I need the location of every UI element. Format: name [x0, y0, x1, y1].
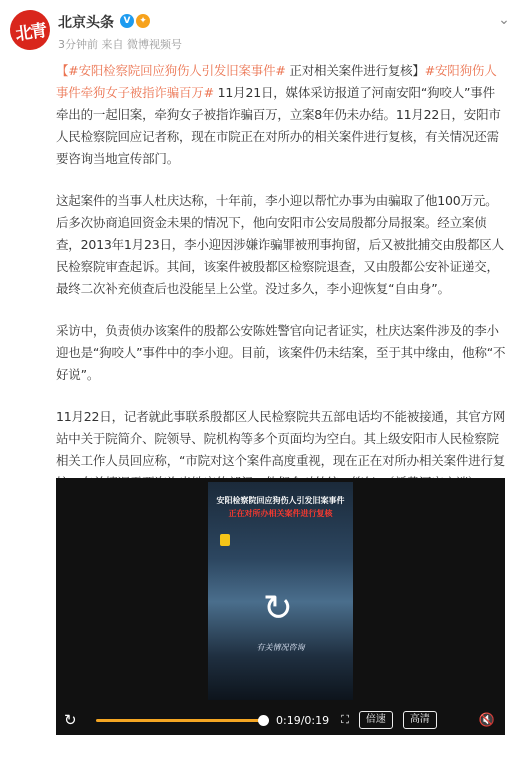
source-prefix: 来自	[101, 38, 124, 51]
avatar[interactable]: 北青	[7, 7, 52, 52]
hashtag-link[interactable]: 【#安阳检察院回应狗伤人引发旧案事件#	[56, 63, 286, 78]
logo-icon	[220, 534, 230, 546]
video-player[interactable]	[56, 478, 505, 735]
frame-tag: 有关情况咨询	[256, 643, 305, 652]
video-controls	[56, 705, 505, 735]
fullscreen-window-icon[interactable]: ⛶	[341, 713, 349, 726]
caption-line-2: 正在对所办相关案件进行复核	[228, 508, 333, 518]
post-source[interactable]: 微博视频号	[127, 38, 182, 51]
body-text: 11月21日，媒体采访报道了河南安阳“狗咬人”事件牵出的一起旧案，牵狗女子被指诈骗百万，立案8年仍未办结。11月22日，安阳市人民检察院回应记者称，现在市院正在对所办的相关案件进行复核，有关情况还需要咨询当地宣传部门。	[56, 85, 501, 166]
hashtag-link[interactable]: #安阳狗伤人事件牵狗女子被指诈骗百万#	[56, 63, 497, 100]
replay-small-icon[interactable]: ↻	[64, 711, 77, 729]
replay-icon[interactable]: ↻	[262, 587, 294, 629]
body-text: 11月22日，记者就此事联系殷都区人民检察院共五部电话均不能被接通，其官方网站中关于院简介、院领导、院机构等多个页面均为空白。其上级安阳市人民检察院相关工作人员回应称，“市院对这个案件高度重视，现在正在对所办相关案件进行复	[56, 409, 506, 468]
mute-icon[interactable]: 🔇	[478, 712, 495, 728]
video-time: 0:19/0:19	[276, 713, 330, 727]
post-body	[56, 60, 506, 516]
paragraph-1	[56, 60, 506, 170]
verified-icon: V	[120, 14, 134, 28]
medal-icon: ✦	[136, 14, 150, 28]
paragraph-2: 这起案件的当事人杜庆达称，十年前，李小迎以帮忙办事为由骗取了他100万元。后多次协商追回资金未果的情况下，他向安阳市公安局殷都分局报案。经立案侦查，2013年1月23日，李小迎因涉嫌诈骗罪被刑事拘留，后又被批捕交由殷都区人民检察院审查起诉。其间，该案件被殷都区检察院退查，又由殷都公安补证递交，最终二次补充侦查后也没能呈上公堂。没过多久，李小迎恢复“自由身”。	[56, 193, 504, 296]
video-caption	[208, 494, 353, 520]
user-name[interactable]: 北京头条	[58, 15, 114, 31]
post-time[interactable]: 3分钟前	[58, 38, 98, 51]
post-meta	[58, 36, 182, 52]
post-header	[0, 0, 524, 56]
progress-bar[interactable]	[96, 719, 264, 722]
speed-button[interactable]: 倍速	[359, 711, 393, 729]
caption-line-1: 安阳检察院回应狗伤人引发旧案事件	[216, 495, 345, 505]
paragraph-3: 采访中，负责侦办该案件的殷都公安陈姓警官向记者证实，杜庆达案件涉及的李小迎也是“狗咬人”事件中的李小迎。目前，该案件仍未结案，至于其中缘由，他称“不好说”。	[56, 323, 506, 382]
chevron-down-icon[interactable]: ⌄	[498, 12, 510, 28]
quality-button[interactable]: 高清	[403, 711, 437, 729]
headline-text: 正对相关案件进行复核】	[285, 63, 425, 78]
progress-handle[interactable]	[258, 715, 269, 726]
